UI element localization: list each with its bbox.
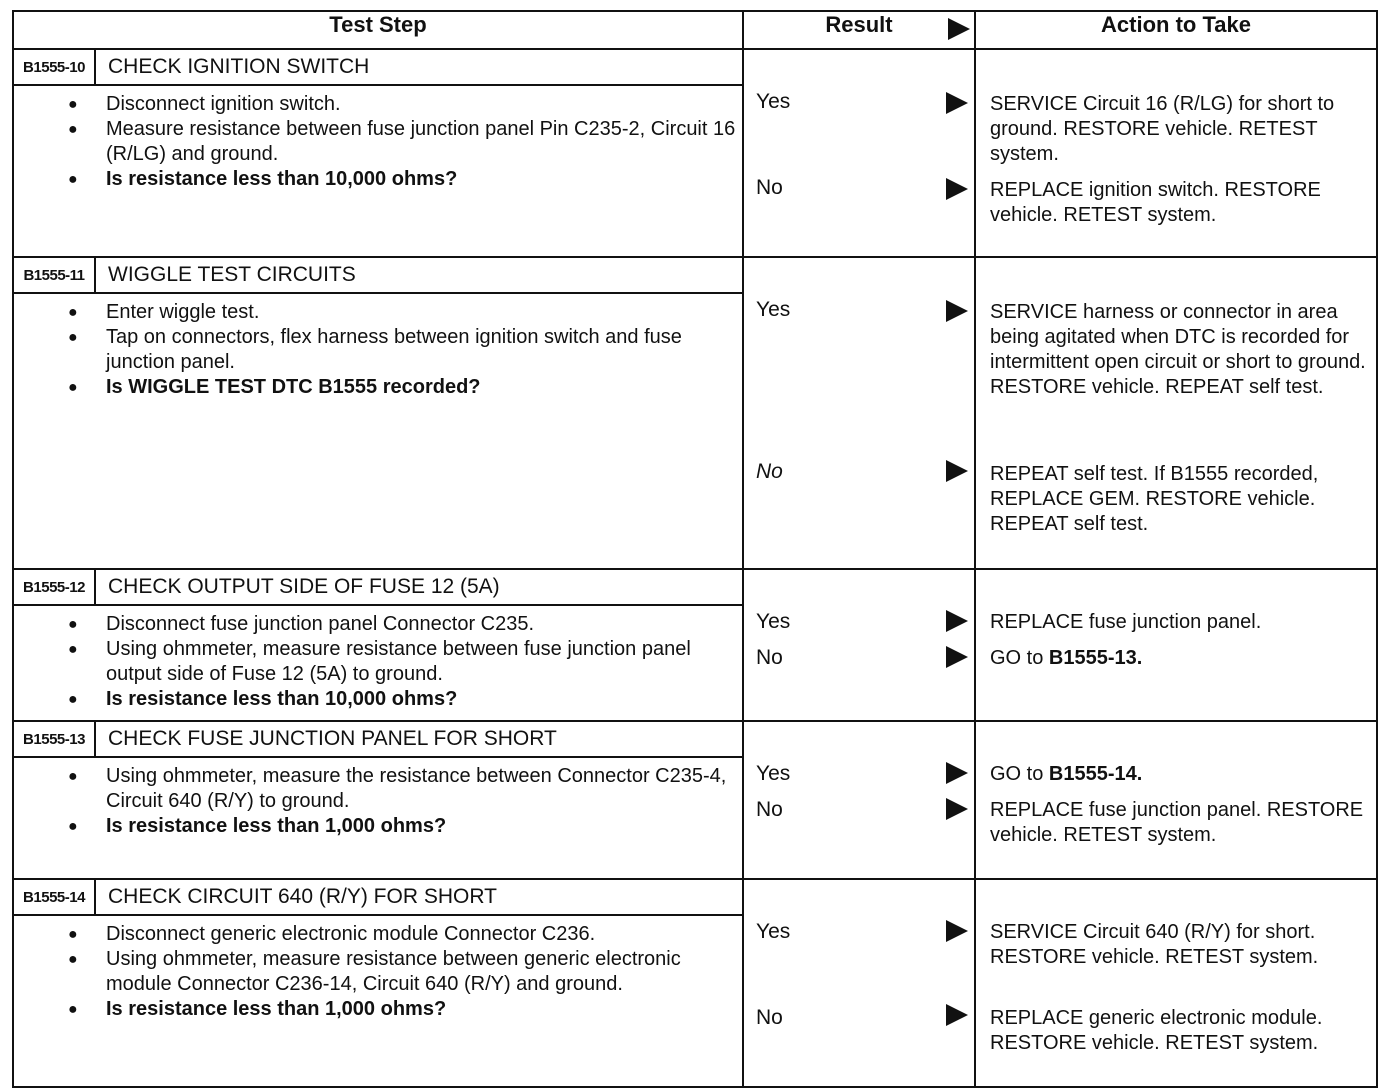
test-step-cell (13, 257, 743, 569)
bullet-question: ● Is WIGGLE TEST DTC B1555 recorded? (106, 375, 742, 400)
bullet-item: ● Using ohmmeter, measure resistance between generic electronic module Connector C236-14, Circuit 640 (R/Y) and ground. (106, 947, 742, 997)
header-test-step: Test Step (13, 11, 743, 49)
step-id: B1555-10 (14, 50, 96, 84)
test-step-cell (13, 721, 743, 879)
action-prefix: GO to (990, 647, 1049, 669)
arrow-icon (946, 1004, 968, 1026)
bullet-question: ● Is resistance less than 1,000 ohms? (106, 814, 742, 839)
arrow-icon (948, 18, 970, 40)
action-text: SERVICE harness or connector in area being agitated when DTC is recorded for intermittent open circuit or short to ground. RESTORE vehicle. REPEAT self test. (990, 301, 1366, 398)
bullet-item: ● Tap on connectors, flex harness between ignition switch and fuse junction panel. (106, 325, 742, 375)
action-cell (975, 49, 1377, 257)
result-no: No (756, 1006, 783, 1029)
bullet-item: ● Disconnect ignition switch. (106, 92, 742, 117)
result-no: No (756, 176, 783, 199)
action-text: REPLACE generic electronic module. RESTORE vehicle. RETEST system. (990, 1007, 1323, 1054)
bullet-item: ● Enter wiggle test. (106, 300, 742, 325)
arrow-icon (946, 460, 968, 482)
bullet-item: ● Measure resistance between fuse junction panel Pin C235-2, Circuit 16 (R/LG) and ground. (106, 117, 742, 167)
action-text: REPLACE fuse junction panel. RESTORE vehicle. RETEST system. (990, 799, 1364, 846)
step-bullets (14, 764, 742, 839)
action-cell (975, 257, 1377, 569)
step-id: B1555-14 (14, 880, 96, 914)
bullet-question: ● Is resistance less than 1,000 ohms? (106, 997, 742, 1022)
step-bullets (14, 612, 742, 712)
result-cell (743, 49, 975, 257)
result-yes: Yes (756, 298, 791, 321)
header-row (13, 11, 1377, 49)
step-reference: B1555-13. (1048, 647, 1143, 669)
result-cell (743, 879, 975, 1087)
bullet-item: ● Disconnect fuse junction panel Connector C235. (106, 612, 742, 637)
test-step-cell (13, 569, 743, 721)
result-yes: Yes (756, 90, 791, 113)
result-no: No (756, 646, 783, 669)
step-id: B1555-11 (14, 258, 96, 292)
header-action: Action to Take (975, 11, 1377, 49)
result-yes: Yes (756, 610, 791, 633)
step-row (13, 721, 1377, 879)
result-cell (743, 569, 975, 721)
step-title: CHECK IGNITION SWITCH (108, 55, 370, 78)
result-yes: Yes (756, 920, 791, 943)
step-title: WIGGLE TEST CIRCUITS (108, 263, 356, 286)
result-cell (743, 721, 975, 879)
arrow-icon (946, 92, 968, 114)
step-bullets (14, 300, 742, 400)
result-cell (743, 257, 975, 569)
result-yes: Yes (756, 762, 791, 785)
result-no: No (756, 460, 783, 483)
bullet-question: ● Is resistance less than 10,000 ohms? (106, 687, 742, 712)
test-step-cell (13, 49, 743, 257)
bullet-item: ● Using ohmmeter, measure the resistance between Connector C235-4, Circuit 640 (R/Y) to ground. (106, 764, 742, 814)
step-row (13, 257, 1377, 569)
header-result (743, 11, 975, 49)
action-text (990, 646, 1366, 671)
arrow-icon (946, 762, 968, 784)
action-cell (975, 569, 1377, 721)
arrow-icon (946, 798, 968, 820)
arrow-icon (946, 646, 968, 668)
result-no: No (756, 798, 783, 821)
header-result-label: Result (825, 12, 893, 37)
step-row (13, 879, 1377, 1087)
step-id: B1555-12 (14, 570, 96, 604)
bullet-item: ● Disconnect generic electronic module Connector C236. (106, 922, 742, 947)
step-id: B1555-13 (14, 722, 96, 756)
arrow-icon (946, 610, 968, 632)
step-row (13, 569, 1377, 721)
arrow-icon (946, 300, 968, 322)
step-reference: B1555-14. (1048, 763, 1143, 785)
action-text: REPLACE ignition switch. RESTORE vehicle. RETEST system. (990, 179, 1321, 226)
bullet-item: ● Using ohmmeter, measure resistance between fuse junction panel output side of Fuse 12 (5A) to ground. (106, 637, 742, 687)
action-text: REPEAT self test. If B1555 recorded, REPLACE GEM. RESTORE vehicle. REPEAT self test. (990, 463, 1319, 535)
diagnostic-table (12, 10, 1378, 1088)
step-title: CHECK OUTPUT SIDE OF FUSE 12 (5A) (108, 575, 500, 598)
bullet-question: ● Is resistance less than 10,000 ohms? (106, 167, 742, 192)
arrow-icon (946, 920, 968, 942)
step-title: CHECK CIRCUIT 640 (R/Y) FOR SHORT (108, 885, 497, 908)
action-text: SERVICE Circuit 16 (R/LG) for short to ground. RESTORE vehicle. RETEST system. (990, 93, 1335, 165)
arrow-icon (946, 178, 968, 200)
step-bullets (14, 922, 742, 1022)
action-prefix: GO to (990, 763, 1049, 785)
test-step-cell (13, 879, 743, 1087)
action-text: REPLACE fuse junction panel. (990, 611, 1262, 633)
action-text: SERVICE Circuit 640 (R/Y) for short. RESTORE vehicle. RETEST system. (990, 921, 1319, 968)
step-row (13, 49, 1377, 257)
step-bullets (14, 92, 742, 192)
action-cell (975, 721, 1377, 879)
action-text (990, 762, 1366, 787)
step-title: CHECK FUSE JUNCTION PANEL FOR SHORT (108, 727, 557, 750)
action-cell (975, 879, 1377, 1087)
